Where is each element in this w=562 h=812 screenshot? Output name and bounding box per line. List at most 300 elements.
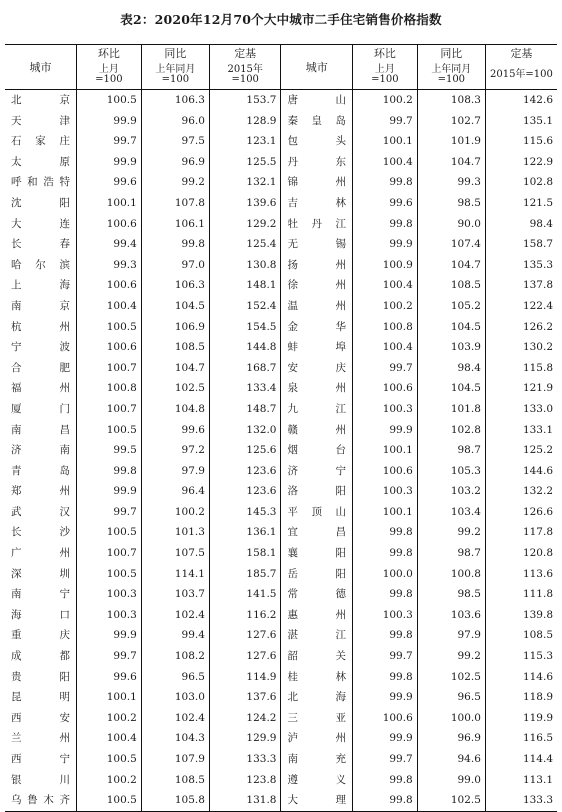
table-row xyxy=(5,317,557,338)
yoy-cell-left: 103.7 xyxy=(141,584,209,605)
yoy-cell-left: 99.2 xyxy=(141,172,209,193)
table-row xyxy=(5,564,557,585)
mom-cell-left: 100.5 xyxy=(77,420,142,441)
city-cell-left: 哈尔滨 xyxy=(5,255,77,276)
mom-cell-right: 99.8 xyxy=(353,790,418,811)
yoy-cell-right: 98.7 xyxy=(417,440,485,461)
city-cell-right: 唐山 xyxy=(281,90,353,111)
city-cell-left: 宁波 xyxy=(5,337,77,358)
base-cell-right: 117.8 xyxy=(522,526,553,539)
city-cell-right: 惠州 xyxy=(281,605,353,626)
mom-cell-right: 100.2 xyxy=(353,296,418,317)
city-cell-right: 平顶山 xyxy=(281,502,353,523)
base-cell-right: 126.2 xyxy=(522,320,553,333)
table-row xyxy=(5,337,557,358)
base-cell-right: 108.5 xyxy=(522,629,553,642)
header-base-right: 定基 xyxy=(485,45,557,62)
header-city-left: 城市 xyxy=(5,45,77,90)
city-cell-right: 三亚 xyxy=(281,708,353,729)
city-cell-right: 秦皇岛 xyxy=(281,111,353,132)
base-cell-left: 133.4 xyxy=(209,378,281,399)
yoy-cell-left: 102.5 xyxy=(141,378,209,399)
mom-cell-left: 99.7 xyxy=(77,502,142,523)
city-cell-right: 常德 xyxy=(281,584,353,605)
mom-cell-left: 100.4 xyxy=(77,728,142,749)
page-title: 表2：2020年12月70个大中城市二手住宅销售价格指数 xyxy=(120,12,442,27)
header-mom-sub-left: 上月 =100 xyxy=(77,61,142,90)
city-cell-left: 贵阳 xyxy=(5,667,77,688)
table-row xyxy=(5,728,557,749)
base-cell-left: 123.8 xyxy=(209,770,281,791)
yoy-cell-left: 106.1 xyxy=(141,214,209,235)
mom-cell-left: 100.1 xyxy=(77,687,142,708)
table-row xyxy=(5,399,557,420)
header-base-sub-right: 2015年=100 xyxy=(485,61,557,90)
mom-cell-left: 99.5 xyxy=(77,440,142,461)
header-city-right: 城市 xyxy=(281,45,353,90)
table-row xyxy=(5,667,557,688)
base-cell-left: 128.9 xyxy=(209,111,281,132)
city-cell-left: 武汉 xyxy=(5,502,77,523)
yoy-cell-left: 108.5 xyxy=(141,337,209,358)
table-row xyxy=(5,584,557,605)
mom-cell-left: 99.9 xyxy=(77,111,142,132)
city-cell-right: 丹东 xyxy=(281,152,353,173)
base-cell-right: 133.0 xyxy=(522,402,553,415)
yoy-cell-right: 101.9 xyxy=(417,131,485,152)
mom-cell-left: 99.6 xyxy=(77,667,142,688)
city-cell-left: 济南 xyxy=(5,440,77,461)
city-cell-left: 银川 xyxy=(5,770,77,791)
mom-cell-left: 99.6 xyxy=(77,172,142,193)
yoy-cell-right: 103.2 xyxy=(417,481,485,502)
yoy-cell-left: 107.5 xyxy=(141,543,209,564)
base-cell-left: 148.1 xyxy=(209,275,281,296)
base-cell-right: 121.9 xyxy=(522,382,553,395)
base-cell-right: 120.8 xyxy=(522,547,553,560)
base-cell-left: 168.7 xyxy=(209,358,281,379)
base-cell-right: 116.5 xyxy=(522,732,553,745)
yoy-cell-right: 102.7 xyxy=(417,111,485,132)
base-cell-left: 123.1 xyxy=(209,131,281,152)
yoy-cell-right: 107.4 xyxy=(417,234,485,255)
yoy-cell-left: 104.3 xyxy=(141,728,209,749)
yoy-cell-left: 99.4 xyxy=(141,625,209,646)
city-cell-left: 乌鲁木齐 xyxy=(5,790,77,811)
base-cell-left: 114.9 xyxy=(209,667,281,688)
mom-cell-left: 100.6 xyxy=(77,337,142,358)
city-cell-right: 锦州 xyxy=(281,172,353,193)
mom-cell-right: 99.7 xyxy=(353,749,418,770)
base-cell-right: 111.8 xyxy=(522,588,553,601)
city-cell-left: 杭州 xyxy=(5,317,77,338)
table-row xyxy=(5,275,557,296)
yoy-cell-left: 102.4 xyxy=(141,605,209,626)
yoy-cell-left: 108.5 xyxy=(141,770,209,791)
base-cell-right: 114.6 xyxy=(522,670,553,683)
yoy-cell-right: 98.5 xyxy=(417,193,485,214)
base-cell-left: 141.5 xyxy=(209,584,281,605)
header-mom-right: 环比 xyxy=(353,45,418,62)
mom-cell-right: 99.8 xyxy=(353,625,418,646)
base-cell-left: 125.4 xyxy=(209,234,281,255)
mom-cell-right: 99.8 xyxy=(353,172,418,193)
mom-cell-left: 100.6 xyxy=(77,275,142,296)
yoy-cell-left: 101.3 xyxy=(141,522,209,543)
base-cell-left: 123.6 xyxy=(209,461,281,482)
mom-cell-right: 100.2 xyxy=(353,90,418,111)
mom-cell-right: 99.8 xyxy=(353,584,418,605)
base-cell-right: 133.1 xyxy=(522,423,553,436)
base-cell-left: 127.6 xyxy=(209,625,281,646)
base-cell-left: 152.4 xyxy=(209,296,281,317)
city-cell-left: 兰州 xyxy=(5,728,77,749)
yoy-cell-left: 96.5 xyxy=(141,667,209,688)
mom-cell-right: 99.7 xyxy=(353,358,418,379)
header-mom-sub-right: 上月 =100 xyxy=(353,61,418,90)
header-yoy-sub-right: 上年同月 =100 xyxy=(417,61,485,90)
city-cell-left: 合肥 xyxy=(5,358,77,379)
base-cell-left: 144.8 xyxy=(209,337,281,358)
table-row xyxy=(5,193,557,214)
base-cell-left: 130.8 xyxy=(209,255,281,276)
table-row xyxy=(5,111,557,132)
city-cell-right: 湛江 xyxy=(281,625,353,646)
mom-cell-left: 100.8 xyxy=(77,378,142,399)
mom-cell-left: 99.7 xyxy=(77,131,142,152)
yoy-cell-right: 99.2 xyxy=(417,522,485,543)
base-cell-right: 130.2 xyxy=(522,341,553,354)
city-cell-left: 西安 xyxy=(5,708,77,729)
mom-cell-left: 99.7 xyxy=(77,646,142,667)
base-cell-right: 102.8 xyxy=(522,176,553,189)
mom-cell-left: 99.3 xyxy=(77,255,142,276)
base-cell-left: 158.1 xyxy=(209,543,281,564)
mom-cell-right: 100.4 xyxy=(353,275,418,296)
city-cell-left: 大连 xyxy=(5,214,77,235)
base-cell-left: 145.3 xyxy=(209,502,281,523)
city-cell-left: 南宁 xyxy=(5,584,77,605)
base-cell-left: 136.1 xyxy=(209,522,281,543)
table-row xyxy=(5,296,557,317)
mom-cell-left: 99.8 xyxy=(77,461,142,482)
mom-cell-left: 100.7 xyxy=(77,543,142,564)
yoy-cell-left: 100.2 xyxy=(141,502,209,523)
city-cell-right: 牡丹江 xyxy=(281,214,353,235)
mom-cell-left: 100.1 xyxy=(77,193,142,214)
city-cell-left: 南京 xyxy=(5,296,77,317)
yoy-cell-left: 103.0 xyxy=(141,687,209,708)
city-cell-left: 西宁 xyxy=(5,749,77,770)
yoy-cell-right: 108.5 xyxy=(417,275,485,296)
table-row xyxy=(5,152,557,173)
table-row xyxy=(5,543,557,564)
table-row xyxy=(5,605,557,626)
yoy-cell-left: 106.3 xyxy=(141,90,209,111)
city-cell-right: 扬州 xyxy=(281,255,353,276)
city-cell-left: 北京 xyxy=(5,90,77,111)
base-cell-right: 121.5 xyxy=(522,196,553,209)
yoy-cell-right: 104.7 xyxy=(417,152,485,173)
yoy-cell-right: 108.3 xyxy=(417,90,485,111)
yoy-cell-left: 107.8 xyxy=(141,193,209,214)
base-cell-right: 98.4 xyxy=(529,217,553,230)
yoy-cell-right: 102.5 xyxy=(417,667,485,688)
city-cell-right: 吉林 xyxy=(281,193,353,214)
city-cell-left: 长春 xyxy=(5,234,77,255)
yoy-cell-left: 99.6 xyxy=(141,420,209,441)
city-cell-left: 重庆 xyxy=(5,625,77,646)
mom-cell-right: 99.8 xyxy=(353,543,418,564)
city-cell-right: 襄阳 xyxy=(281,543,353,564)
city-cell-right: 徐州 xyxy=(281,275,353,296)
yoy-cell-left: 96.0 xyxy=(141,111,209,132)
mom-cell-left: 100.7 xyxy=(77,399,142,420)
city-cell-right: 安庆 xyxy=(281,358,353,379)
yoy-cell-left: 97.2 xyxy=(141,440,209,461)
yoy-cell-right: 104.7 xyxy=(417,255,485,276)
base-cell-left: 139.6 xyxy=(209,193,281,214)
city-cell-right: 无锡 xyxy=(281,234,353,255)
city-cell-right: 赣州 xyxy=(281,420,353,441)
mom-cell-right: 100.3 xyxy=(353,399,418,420)
city-cell-right: 洛阳 xyxy=(281,481,353,502)
city-cell-right: 泸州 xyxy=(281,728,353,749)
city-cell-left: 呼和浩特 xyxy=(5,172,77,193)
yoy-cell-right: 98.5 xyxy=(417,584,485,605)
header-yoy-sub-left: 上年同月 =100 xyxy=(141,61,209,90)
base-cell-right: 122.9 xyxy=(522,155,553,168)
mom-cell-left: 99.9 xyxy=(77,625,142,646)
city-cell-right: 温州 xyxy=(281,296,353,317)
mom-cell-left: 100.2 xyxy=(77,708,142,729)
yoy-cell-right: 100.8 xyxy=(417,564,485,585)
yoy-cell-right: 100.0 xyxy=(417,708,485,729)
base-cell-left: 153.7 xyxy=(209,90,281,111)
mom-cell-left: 100.2 xyxy=(77,770,142,791)
city-cell-left: 天津 xyxy=(5,111,77,132)
city-cell-right: 九江 xyxy=(281,399,353,420)
city-cell-right: 烟台 xyxy=(281,440,353,461)
yoy-cell-left: 106.3 xyxy=(141,275,209,296)
yoy-cell-left: 114.1 xyxy=(141,564,209,585)
base-cell-left: 132.0 xyxy=(209,420,281,441)
table-row xyxy=(5,687,557,708)
mom-cell-right: 100.1 xyxy=(353,131,418,152)
table-row xyxy=(5,770,557,791)
base-cell-left: 185.7 xyxy=(209,564,281,585)
mom-cell-right: 100.0 xyxy=(353,564,418,585)
yoy-cell-right: 98.4 xyxy=(417,358,485,379)
yoy-cell-left: 97.9 xyxy=(141,461,209,482)
mom-cell-right: 99.8 xyxy=(353,667,418,688)
header-base-left: 定基 xyxy=(209,45,281,62)
mom-cell-right: 100.4 xyxy=(353,337,418,358)
mom-cell-left: 100.5 xyxy=(77,90,142,111)
city-cell-right: 桂林 xyxy=(281,667,353,688)
city-cell-left: 广州 xyxy=(5,543,77,564)
mom-cell-right: 100.8 xyxy=(353,317,418,338)
base-cell-right: 135.1 xyxy=(522,114,553,127)
yoy-cell-right: 103.9 xyxy=(417,337,485,358)
city-cell-right: 韶关 xyxy=(281,646,353,667)
mom-cell-right: 99.8 xyxy=(353,770,418,791)
header-base-sub-left: 2015年 =100 xyxy=(209,61,281,90)
base-cell-right: 115.6 xyxy=(522,135,553,148)
base-cell-right: 115.8 xyxy=(522,361,553,374)
yoy-cell-right: 105.3 xyxy=(417,461,485,482)
table-row xyxy=(5,234,557,255)
mom-cell-right: 100.4 xyxy=(353,152,418,173)
yoy-cell-right: 96.5 xyxy=(417,687,485,708)
base-cell-right: 142.6 xyxy=(522,94,553,106)
base-cell-right: 119.9 xyxy=(522,711,553,724)
yoy-cell-right: 99.3 xyxy=(417,172,485,193)
header-yoy-right: 同比 xyxy=(417,45,485,62)
base-cell-right: 114.4 xyxy=(522,753,553,765)
mom-cell-right: 100.9 xyxy=(353,255,418,276)
price-index-table xyxy=(5,44,557,812)
yoy-cell-right: 103.6 xyxy=(417,605,485,626)
yoy-cell-right: 104.5 xyxy=(417,378,485,399)
yoy-cell-right: 102.8 xyxy=(417,420,485,441)
yoy-cell-right: 99.0 xyxy=(417,770,485,791)
city-cell-left: 昆明 xyxy=(5,687,77,708)
mom-cell-right: 99.9 xyxy=(353,728,418,749)
header-yoy-left: 同比 xyxy=(141,45,209,62)
table-row xyxy=(5,90,557,111)
base-cell-right: 132.2 xyxy=(522,485,553,498)
base-cell-right: 115.3 xyxy=(522,650,553,663)
mom-cell-right: 99.6 xyxy=(353,193,418,214)
base-cell-left: 132.1 xyxy=(209,172,281,193)
header-mom-left: 环比 xyxy=(77,45,142,62)
base-cell-left: 131.8 xyxy=(209,790,281,811)
table-row xyxy=(5,522,557,543)
table-row xyxy=(5,502,557,523)
base-cell-left: 129.9 xyxy=(209,728,281,749)
city-cell-left: 福州 xyxy=(5,378,77,399)
base-cell-left: 123.6 xyxy=(209,481,281,502)
mom-cell-right: 100.3 xyxy=(353,605,418,626)
yoy-cell-right: 94.6 xyxy=(417,749,485,770)
city-cell-right: 金华 xyxy=(281,317,353,338)
yoy-cell-right: 97.9 xyxy=(417,625,485,646)
yoy-cell-right: 103.4 xyxy=(417,502,485,523)
mom-cell-right: 99.8 xyxy=(353,214,418,235)
base-cell-left: 137.6 xyxy=(209,687,281,708)
base-cell-right: 135.3 xyxy=(522,258,553,271)
table-row xyxy=(5,625,557,646)
table-row xyxy=(5,646,557,667)
table-row xyxy=(5,708,557,729)
mom-cell-right: 99.9 xyxy=(353,687,418,708)
base-cell-right: 139.8 xyxy=(522,608,553,621)
base-cell-left: 116.2 xyxy=(209,605,281,626)
city-cell-left: 海口 xyxy=(5,605,77,626)
mom-cell-right: 99.7 xyxy=(353,646,418,667)
base-cell-left: 133.3 xyxy=(209,749,281,770)
base-cell-right: 137.8 xyxy=(522,279,553,292)
mom-cell-left: 100.5 xyxy=(77,564,142,585)
mom-cell-right: 100.3 xyxy=(353,481,418,502)
mom-cell-left: 99.9 xyxy=(77,152,142,173)
table-row xyxy=(5,749,557,770)
base-cell-right: 118.9 xyxy=(522,691,553,704)
base-cell-right: 126.6 xyxy=(522,505,553,518)
table-row xyxy=(5,461,557,482)
mom-cell-left: 100.5 xyxy=(77,317,142,338)
base-cell-left: 127.6 xyxy=(209,646,281,667)
yoy-cell-left: 104.7 xyxy=(141,358,209,379)
mom-cell-left: 100.4 xyxy=(77,296,142,317)
mom-cell-left: 100.5 xyxy=(77,790,142,811)
table-row xyxy=(5,790,557,811)
yoy-cell-right: 104.5 xyxy=(417,317,485,338)
mom-cell-left: 100.7 xyxy=(77,358,142,379)
yoy-cell-left: 104.8 xyxy=(141,399,209,420)
yoy-cell-left: 96.9 xyxy=(141,152,209,173)
table-row xyxy=(5,214,557,235)
base-cell-right: 125.2 xyxy=(522,444,553,457)
mom-cell-left: 100.3 xyxy=(77,605,142,626)
table-row xyxy=(5,255,557,276)
base-cell-left: 125.6 xyxy=(209,440,281,461)
yoy-cell-left: 102.4 xyxy=(141,708,209,729)
city-cell-left: 南昌 xyxy=(5,420,77,441)
yoy-cell-left: 108.2 xyxy=(141,646,209,667)
city-cell-right: 大理 xyxy=(281,790,353,811)
table-row xyxy=(5,420,557,441)
mom-cell-right: 99.7 xyxy=(353,111,418,132)
city-cell-right: 南充 xyxy=(281,749,353,770)
city-cell-left: 太原 xyxy=(5,152,77,173)
city-cell-right: 宜昌 xyxy=(281,522,353,543)
mom-cell-right: 100.6 xyxy=(353,708,418,729)
base-cell-right: 113.1 xyxy=(522,773,553,786)
mom-cell-left: 99.4 xyxy=(77,234,142,255)
table-row xyxy=(5,378,557,399)
city-cell-right: 济宁 xyxy=(281,461,353,482)
yoy-cell-right: 98.7 xyxy=(417,543,485,564)
base-cell-right: 133.3 xyxy=(485,790,557,811)
base-cell-left: 154.5 xyxy=(209,317,281,338)
table-header xyxy=(5,45,557,90)
city-cell-right: 遵义 xyxy=(281,770,353,791)
mom-cell-right: 99.9 xyxy=(353,420,418,441)
mom-cell-left: 99.9 xyxy=(77,481,142,502)
base-cell-left: 125.5 xyxy=(209,152,281,173)
city-cell-left: 上海 xyxy=(5,275,77,296)
city-cell-left: 成都 xyxy=(5,646,77,667)
yoy-cell-left: 96.4 xyxy=(141,481,209,502)
table-row xyxy=(5,358,557,379)
city-cell-left: 沈阳 xyxy=(5,193,77,214)
base-cell-left: 148.7 xyxy=(209,399,281,420)
yoy-cell-left: 105.8 xyxy=(141,790,209,811)
yoy-cell-left: 106.9 xyxy=(141,317,209,338)
yoy-cell-right: 96.9 xyxy=(417,728,485,749)
yoy-cell-right: 102.5 xyxy=(417,790,485,811)
city-cell-left: 深圳 xyxy=(5,564,77,585)
table-body xyxy=(5,90,557,812)
base-cell-right: 122.4 xyxy=(522,299,553,312)
mom-cell-right: 100.1 xyxy=(353,440,418,461)
city-cell-left: 青岛 xyxy=(5,461,77,482)
city-cell-right: 泉州 xyxy=(281,378,353,399)
city-cell-right: 北海 xyxy=(281,687,353,708)
mom-cell-right: 99.8 xyxy=(353,522,418,543)
